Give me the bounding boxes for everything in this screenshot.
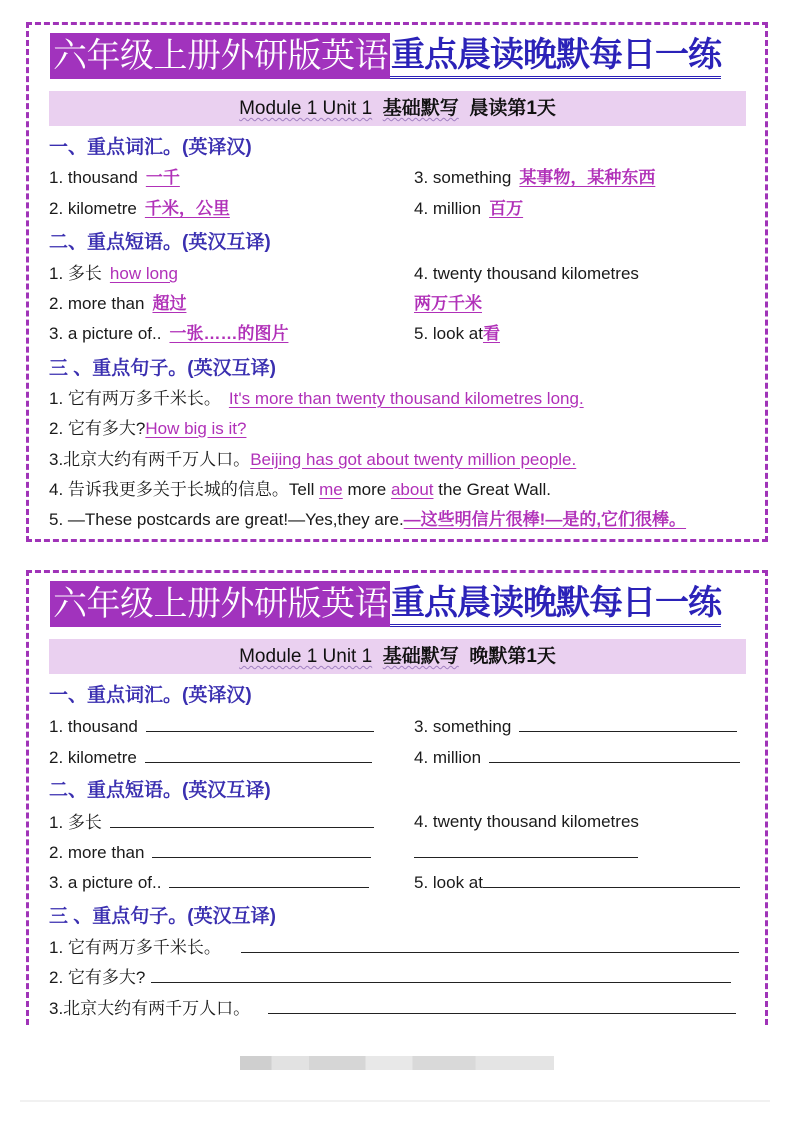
subtitle-module: Module 1 Unit 1	[239, 646, 373, 667]
phrase-prompt: 4. twenty thousand kilometres	[414, 812, 639, 831]
phrase-prompt: 2. more than	[49, 294, 145, 313]
worksheet-card-evening	[26, 570, 768, 1025]
sentence-item	[49, 965, 731, 990]
sentence-item	[49, 387, 584, 411]
subtitle-bar	[49, 639, 746, 674]
answer-blank[interactable]	[268, 996, 736, 1014]
sentence-prompt: 3.北京大约有两千万人口。	[49, 999, 251, 1018]
subtitle-day: 晨读第1天	[469, 98, 556, 119]
vocab-answer: 一千	[145, 168, 180, 187]
title-practice-label: 重点晨读晚默每日一练	[390, 33, 721, 79]
phrase-item	[49, 262, 178, 286]
vocab-prompt: 4. million	[414, 748, 482, 767]
answer-blank[interactable]	[241, 935, 739, 953]
vocab-prompt: 2. kilometre	[49, 199, 137, 218]
section-heading-sentences: 三 、重点句子。(英汉互译)	[49, 358, 276, 379]
vocab-item	[414, 166, 655, 190]
sentence-prompt: 2. 它有多大?	[49, 968, 146, 987]
answer-blank[interactable]	[483, 870, 740, 888]
sentence-item	[49, 508, 686, 532]
vocab-prompt: 1. thousand	[49, 168, 138, 187]
sentence-prompt: 4. 告诉我更多关于长城的信息。Tell	[49, 480, 320, 499]
phrase-item-answer-line	[414, 292, 482, 316]
vocab-prompt: 3. something	[414, 717, 512, 736]
vocab-item	[49, 166, 180, 190]
phrase-item	[414, 322, 500, 346]
sentence-item	[49, 448, 576, 472]
phrase-prompt: 3. a picture of..	[49, 324, 162, 343]
vocab-item	[49, 197, 230, 221]
sentence-answer: Beijing has got about twenty million people.	[250, 450, 577, 469]
answer-blank[interactable]	[145, 745, 372, 763]
sentence-prompt: 5. —These postcards are great!—Yes,they are.	[49, 510, 404, 529]
phrase-prompt: 4. twenty thousand kilometres	[414, 264, 639, 283]
worksheet-card-morning	[26, 22, 768, 542]
answer-blank[interactable]	[489, 745, 740, 763]
worksheet-title	[50, 581, 721, 627]
phrase-prompt: 1. 多长	[49, 264, 102, 283]
phrase-answer: 看	[483, 324, 500, 343]
sentence-answer: about	[390, 480, 434, 499]
vocab-prompt: 1. thousand	[49, 717, 138, 736]
vocab-item	[414, 197, 523, 221]
phrase-item	[414, 870, 740, 895]
answer-blank[interactable]	[414, 840, 638, 858]
section-heading-phrases: 二、重点短语。(英汉互译)	[49, 780, 271, 801]
sentence-prompt: 2. 它有多大?	[49, 419, 146, 438]
subtitle-module: Module 1 Unit 1	[239, 98, 373, 119]
title-practice-label: 重点晨读晚默每日一练	[390, 581, 721, 627]
answer-blank[interactable]	[151, 965, 731, 983]
sentence-answer: —这些明信片很棒!—是的,它们很棒。	[403, 510, 687, 529]
phrase-item	[49, 810, 374, 835]
vocab-prompt: 3. something	[414, 168, 512, 187]
vocab-prompt: 4. million	[414, 199, 482, 218]
phrase-prompt: 5. look at	[414, 324, 483, 343]
sentence-prompt: 1. 它有两万多千米长。	[49, 938, 221, 957]
vocab-answer: 百万	[489, 199, 524, 218]
vocab-item	[414, 714, 737, 739]
phrase-answer: 一张……的图片	[169, 324, 289, 343]
section-heading-vocab: 一、重点词汇。(英译汉)	[49, 685, 252, 706]
sentence-answer: How big is it?	[145, 419, 247, 438]
subtitle-type: 基础默写	[382, 646, 459, 667]
sentence-item	[49, 417, 246, 441]
phrase-prompt: 2. more than	[49, 843, 145, 862]
answer-blank[interactable]	[146, 714, 374, 732]
sentence-prompt: 3.北京大约有两千万人口。	[49, 450, 251, 469]
sentence-prompt: the Great Wall.	[433, 480, 551, 499]
sentence-item	[49, 935, 739, 960]
phrase-item	[49, 292, 186, 316]
section-heading-sentences: 三 、重点句子。(英汉互译)	[49, 906, 276, 927]
vocab-item	[414, 745, 740, 770]
subtitle-type: 基础默写	[382, 98, 459, 119]
vocab-answer: 千米，公里	[144, 199, 230, 218]
phrase-item	[414, 810, 639, 834]
sentence-prompt: 1. 它有两万多千米长。	[49, 389, 221, 408]
subtitle-bar	[49, 91, 746, 126]
phrase-prompt: 3. a picture of..	[49, 873, 162, 892]
vocab-prompt: 2. kilometre	[49, 748, 137, 767]
phrase-answer: how long	[109, 264, 178, 283]
section-heading-phrases: 二、重点短语。(英汉互译)	[49, 232, 271, 253]
vocab-answer: 某事物，某种东西	[519, 168, 656, 187]
phrase-answer: 两万千米	[414, 294, 482, 313]
answer-blank[interactable]	[519, 714, 737, 732]
subtitle-day: 晚默第1天	[469, 646, 556, 667]
phrase-item	[414, 262, 639, 286]
sentence-answer: It's more than twenty thousand kilometres long.	[228, 389, 584, 408]
phrase-item	[49, 840, 371, 865]
vocab-item	[49, 714, 374, 739]
title-grade-label: 六年级上册外研版英语	[50, 33, 390, 79]
sentence-item	[49, 478, 551, 502]
page-divider	[20, 1100, 770, 1102]
blurred-watermark	[240, 1056, 554, 1070]
answer-blank[interactable]	[169, 870, 369, 888]
phrase-item	[49, 322, 288, 346]
phrase-prompt: 5. look at	[414, 873, 483, 892]
vocab-item	[49, 745, 372, 770]
answer-blank[interactable]	[110, 810, 374, 828]
phrase-answer: 超过	[152, 294, 187, 313]
answer-blank[interactable]	[152, 840, 371, 858]
sentence-prompt: more	[342, 480, 391, 499]
sentence-answer: me	[319, 480, 343, 499]
sentence-item	[49, 996, 736, 1021]
title-grade-label: 六年级上册外研版英语	[50, 581, 390, 627]
worksheet-title	[50, 33, 721, 79]
phrase-prompt: 1. 多长	[49, 813, 102, 832]
section-heading-vocab: 一、重点词汇。(英译汉)	[49, 137, 252, 158]
phrase-item	[49, 870, 369, 895]
phrase-item-answer-line	[414, 840, 638, 865]
